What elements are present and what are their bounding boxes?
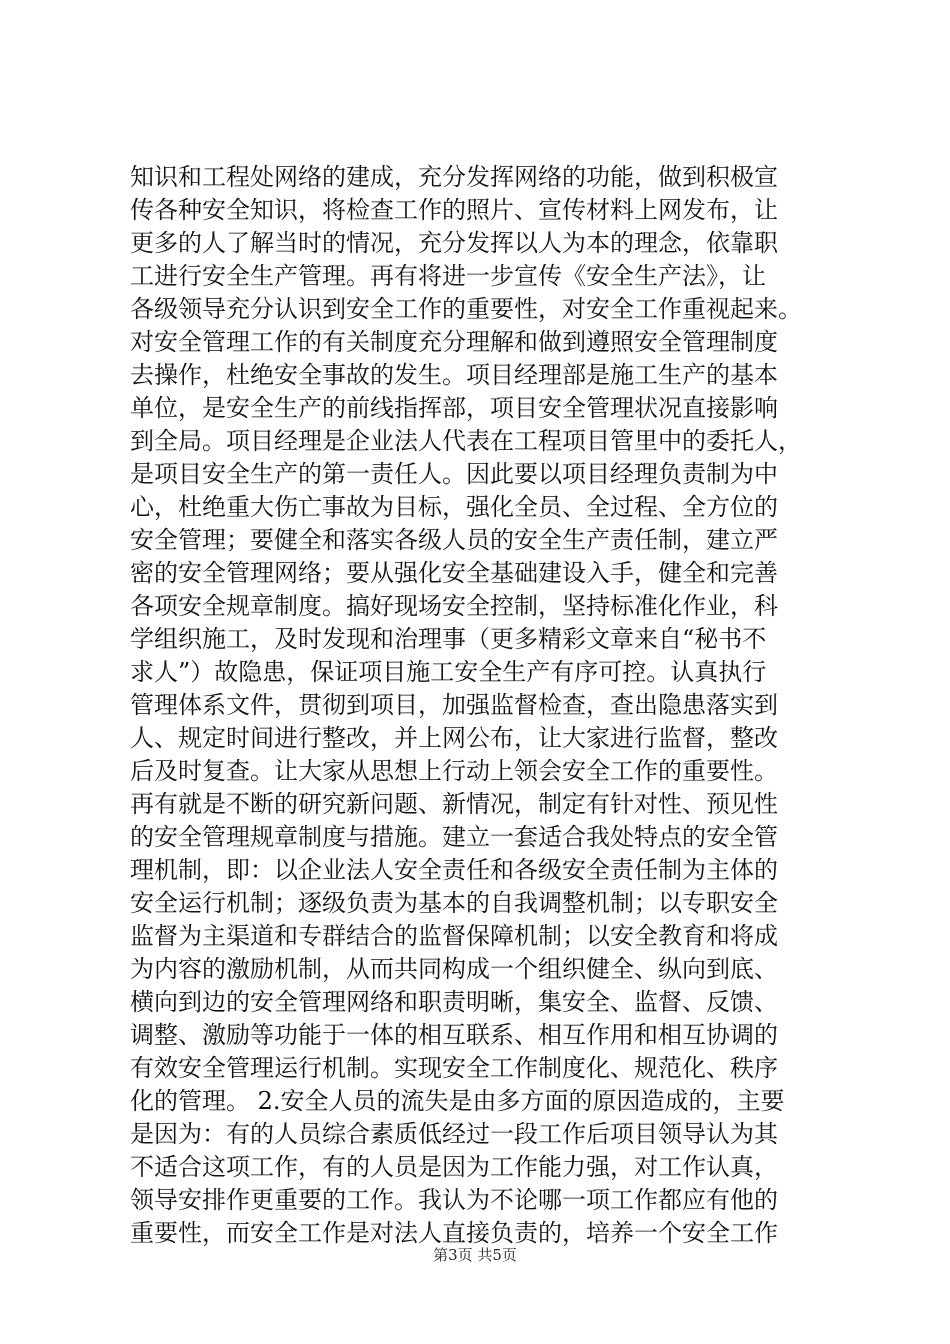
text-line: 密的安全管理网络；要从强化安全基础建设入手，健全和完善 <box>130 559 778 587</box>
text-line: 去操作，杜绝安全事故的发生。项目经理部是施工生产的基本 <box>130 361 778 389</box>
text-line: 各项安全规章制度。搞好现场安全控制，坚持标准化作业，科 <box>130 592 778 620</box>
text-line: 管理体系文件，贯彻到项目，加强监督检查，查出隐患落实到 <box>130 691 778 719</box>
text-line: 各级领导充分认识到安全工作的重要性，对安全工作重视起来。 <box>130 295 802 323</box>
text-line: 到全局。项目经理是企业法人代表在工程项目管里中的委托人， <box>130 427 802 455</box>
text-line: 人、规定时间进行整改，并上网公布，让大家进行监督，整改 <box>130 724 778 752</box>
text-line: 更多的人了解当时的情况，充分发挥以人为本的理念，依靠职 <box>130 229 778 257</box>
text-line: 对安全管理工作的有关制度充分理解和做到遵照安全管理制度 <box>130 328 778 356</box>
text-line: 求人”）故隐患，保证项目施工安全生产有序可控。认真执行 <box>130 658 767 686</box>
body-text <box>130 161 850 1250</box>
text-line: 知识和工程处网络的建成，充分发挥网络的功能，做到积极宣 <box>130 163 778 191</box>
text-line: 不适合这项工作，有的人员是因为工作能力强，对工作认真， <box>130 1153 778 1181</box>
text-line: 的安全管理规章制度与措施。建立一套适合我处特点的安全管 <box>130 823 778 851</box>
text-line: 为内容的激励机制，从而共同构成一个组织健全、纵向到底、 <box>130 955 778 983</box>
text-line: 再有就是不断的研究新问题、新情况，制定有针对性、预见性 <box>130 790 778 818</box>
text-line: 安全管理；要健全和落实各级人员的安全生产责任制，建立严 <box>130 526 778 554</box>
text-line: 领导安排作更重要的工作。我认为不论哪一项工作都应有他的 <box>130 1186 778 1214</box>
text-line: 单位，是安全生产的前线指挥部，项目安全管理状况直接影响 <box>130 394 778 422</box>
text-line: 学组织施工，及时发现和治理事（更多精彩文章来自“秘书不 <box>130 625 767 653</box>
page-number-footer: 第3页 共5页 <box>433 1246 517 1264</box>
text-line: 工进行安全生产管理。再有将进一步宣传《安全生产法》，让 <box>130 262 766 290</box>
text-line: 理机制，即：以企业法人安全责任和各级安全责任制为主体的 <box>130 856 778 884</box>
text-line: 调整、激励等功能于一体的相互联系、相互作用和相互协调的 <box>130 1021 778 1049</box>
text-line: 横向到边的安全管理网络和职责明晰，集安全、监督、反馈、 <box>130 988 778 1016</box>
text-line: 监督为主渠道和专群结合的监督保障机制；以安全教育和将成 <box>130 922 778 950</box>
text-line: 后及时复查。让大家从思想上行动上领会安全工作的重要性。 <box>130 757 778 785</box>
text-line: 是因为：有的人员综合素质低经过一段工作后项目领导认为其 <box>130 1120 778 1148</box>
text-line: 心，杜绝重大伤亡事故为目标，强化全员、全过程、全方位的 <box>130 493 778 521</box>
text-line: 化的管理。 2.安全人员的流失是由多方面的原因造成的，主要 <box>130 1087 785 1115</box>
text-line: 重要性，而安全工作是对法人直接负责的，培养一个安全工作 <box>130 1219 778 1247</box>
text-line: 安全运行机制；逐级负责为基本的自我调整机制；以专职安全 <box>130 889 778 917</box>
text-line: 传各种安全知识，将检查工作的照片、宣传材料上网发布，让 <box>130 196 778 224</box>
text-line: 有效安全管理运行机制。实现安全工作制度化、规范化、秩序 <box>130 1054 778 1082</box>
text-line: 是项目安全生产的第一责任人。因此要以项目经理负责制为中 <box>130 460 778 488</box>
